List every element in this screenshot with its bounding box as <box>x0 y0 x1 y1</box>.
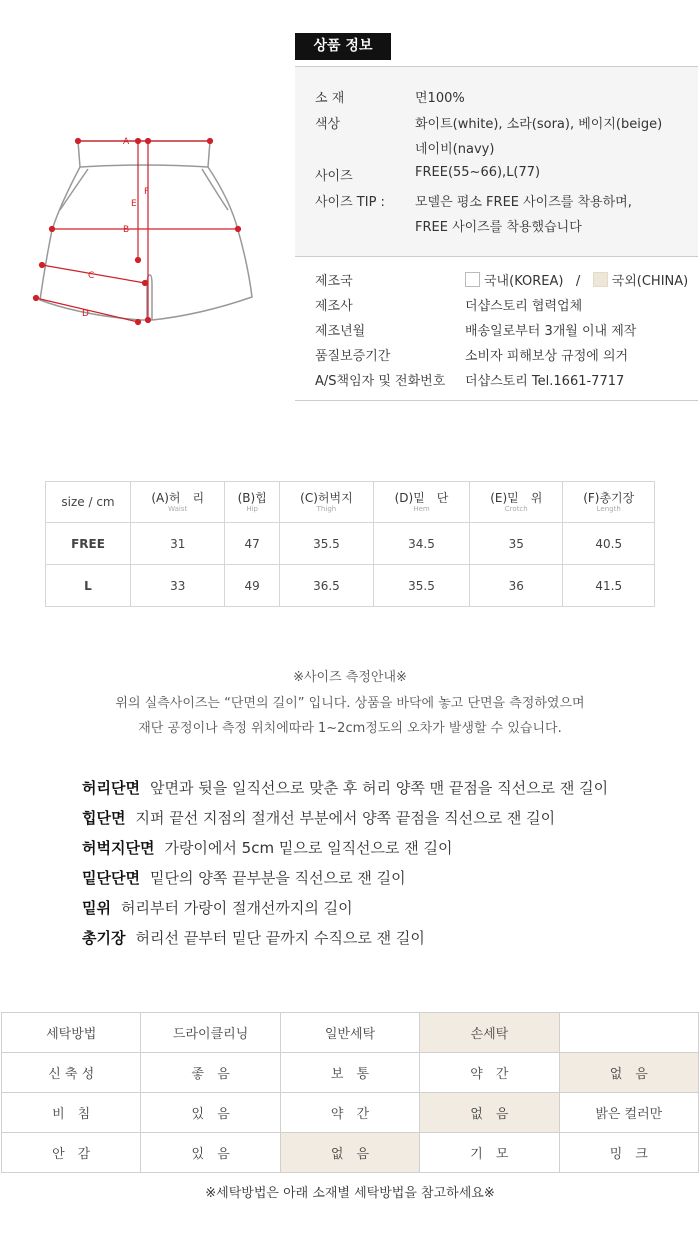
pocket-right <box>202 169 228 210</box>
table-cell: 34.5 <box>373 523 469 565</box>
size-value: FREE(55~66),L(77) <box>415 165 541 180</box>
made-date-label: 제조년월 <box>315 324 366 339</box>
table-cell: 41.5 <box>563 565 655 607</box>
size-table-header <box>46 482 655 523</box>
header-hip: (B)힙 Hip <box>225 482 280 523</box>
table-cell: 33 <box>131 565 225 607</box>
wash-cell-selected: 없 음 <box>420 1093 559 1133</box>
country-separator: / <box>575 274 581 289</box>
size-tip-value: 모델은 평소 FREE 사이즈를 착용하며, <box>415 195 632 210</box>
definition-crotch: 밑위 허리부터 가랑이 절개선까지의 길이 <box>82 899 353 917</box>
label-a: A <box>123 137 130 147</box>
product-info-tag: 상품 정보 <box>295 33 391 60</box>
table-cell: 40.5 <box>563 523 655 565</box>
wash-row-see-through <box>2 1093 699 1133</box>
wash-row-stretch <box>2 1053 699 1093</box>
wash-cell: 일반세탁 <box>280 1013 419 1053</box>
wash-cell: 약 간 <box>280 1093 419 1133</box>
country-options <box>465 270 688 289</box>
maker-label: 제조사 <box>315 299 353 314</box>
label-b: B <box>123 225 130 235</box>
notice-title: ※사이즈 측정안내※ <box>293 670 407 685</box>
size-tip-label: 사이즈 TIP : <box>315 195 385 210</box>
as-contact-value: 더샵스토리 Tel.1661-7717 <box>465 374 625 389</box>
wash-cell-selected: 손세탁 <box>420 1013 559 1053</box>
wash-cell: 보 통 <box>280 1053 419 1093</box>
header-length: (F)총기장 Length <box>563 482 655 523</box>
wash-cell: 기 모 <box>420 1133 559 1173</box>
header-thigh: (C)허벅지 Thigh <box>279 482 373 523</box>
label-c: C <box>88 271 95 281</box>
wash-table <box>1 1012 699 1173</box>
notice-line-2: 재단 공정이나 측정 위치에따라 1~2cm정도의 오차가 발생할 수 있습니다. <box>138 721 562 736</box>
table-row <box>46 523 655 565</box>
wash-cell: 밍 크 <box>559 1133 698 1173</box>
label-e: E <box>131 199 137 209</box>
wash-cell: 신 축 성 <box>2 1053 141 1093</box>
shorts-diagram <box>20 125 270 335</box>
color-label: 색상 <box>315 117 341 132</box>
wash-row-method <box>2 1013 699 1053</box>
wash-footnote: ※세탁방법은 아래 소재별 세탁방법을 참고하세요※ <box>205 1186 495 1201</box>
table-cell: 35.5 <box>373 565 469 607</box>
wash-cell: 좋 음 <box>141 1053 280 1093</box>
size-label: 사이즈 <box>315 169 353 184</box>
size-table <box>45 481 655 607</box>
material-value: 면100% <box>415 91 465 106</box>
as-contact-label: A/S책임자 및 전화번호 <box>315 374 446 389</box>
maker-info-box <box>295 255 698 401</box>
color-value: 화이트(white), 소라(sora), 베이지(beige) <box>415 117 663 132</box>
china-option: 국외(CHINA) <box>611 274 689 289</box>
product-info-box <box>295 66 698 257</box>
wash-cell: 세탁방법 <box>2 1013 141 1053</box>
definition-waist: 허리단면 앞면과 뒷을 일직선으로 맞춘 후 허리 양쪽 맨 끝점을 직선으로 잰 길이 <box>82 779 609 797</box>
warranty-label: 품질보증기간 <box>315 349 391 364</box>
definition-hem: 밑단단면 밑단의 양쪽 끝부분을 직선으로 잰 길이 <box>82 869 406 887</box>
wash-cell: 비 침 <box>2 1093 141 1133</box>
made-date-value: 배송일로부터 3개월 이내 제작 <box>465 324 637 339</box>
table-cell: 36 <box>470 565 563 607</box>
wash-cell: 밝은 컬러만 <box>559 1093 698 1133</box>
wash-cell <box>559 1013 698 1053</box>
size-name: L <box>46 565 131 607</box>
definition-thigh: 허벅지단면 가랑이에서 5cm 밑으로 일직선으로 잰 길이 <box>82 839 453 857</box>
table-row <box>46 565 655 607</box>
pocket-left <box>60 169 88 210</box>
table-cell: 35 <box>470 523 563 565</box>
wash-cell: 드라이클리닝 <box>141 1013 280 1053</box>
header-waist: (A)허 리 Waist <box>131 482 225 523</box>
definition-length: 총기장 허리선 끝부터 밑단 끝까지 수직으로 잰 길이 <box>82 929 425 947</box>
header-crotch: (E)밑 위 Crotch <box>470 482 563 523</box>
size-corner: size / cm <box>46 482 131 523</box>
table-cell: 31 <box>131 523 225 565</box>
table-cell: 49 <box>225 565 280 607</box>
size-name: FREE <box>46 523 131 565</box>
notice-line-1: 위의 실측사이즈는 “단면의 길이” 입니다. 상품을 바닥에 놓고 단면을 측정하였으며 <box>115 696 585 711</box>
label-d: D <box>82 309 89 319</box>
color-value-2: 네이비(navy) <box>415 142 495 157</box>
table-cell: 35.5 <box>279 523 373 565</box>
size-tip-value-2: FREE 사이즈를 착용했습니다 <box>415 220 582 235</box>
header-hem: (D)밑 단 Hem <box>373 482 469 523</box>
wash-cell: 안 감 <box>2 1133 141 1173</box>
wash-row-lining <box>2 1133 699 1173</box>
label-f: F <box>144 187 150 197</box>
wash-cell: 있 음 <box>141 1133 280 1173</box>
korea-checkbox <box>465 272 480 287</box>
korea-option: 국내(KOREA) <box>484 274 564 289</box>
wash-cell: 있 음 <box>141 1093 280 1133</box>
warranty-value: 소비자 피해보상 규정에 의거 <box>465 349 629 364</box>
material-label: 소 재 <box>315 91 345 106</box>
wash-cell: 약 간 <box>420 1053 559 1093</box>
maker-value: 더샵스토리 협력업체 <box>465 299 583 314</box>
wash-cell-selected: 없 음 <box>559 1053 698 1093</box>
country-label: 제조국 <box>315 274 353 289</box>
table-cell: 36.5 <box>279 565 373 607</box>
table-cell: 47 <box>225 523 280 565</box>
definition-hip: 힙단면 지퍼 끝선 지점의 절개선 부분에서 양쪽 끝점을 직선으로 잰 길이 <box>82 809 556 827</box>
china-checkbox <box>593 272 608 287</box>
wash-cell-selected: 없 음 <box>280 1133 419 1173</box>
shorts-waistband <box>78 141 210 167</box>
